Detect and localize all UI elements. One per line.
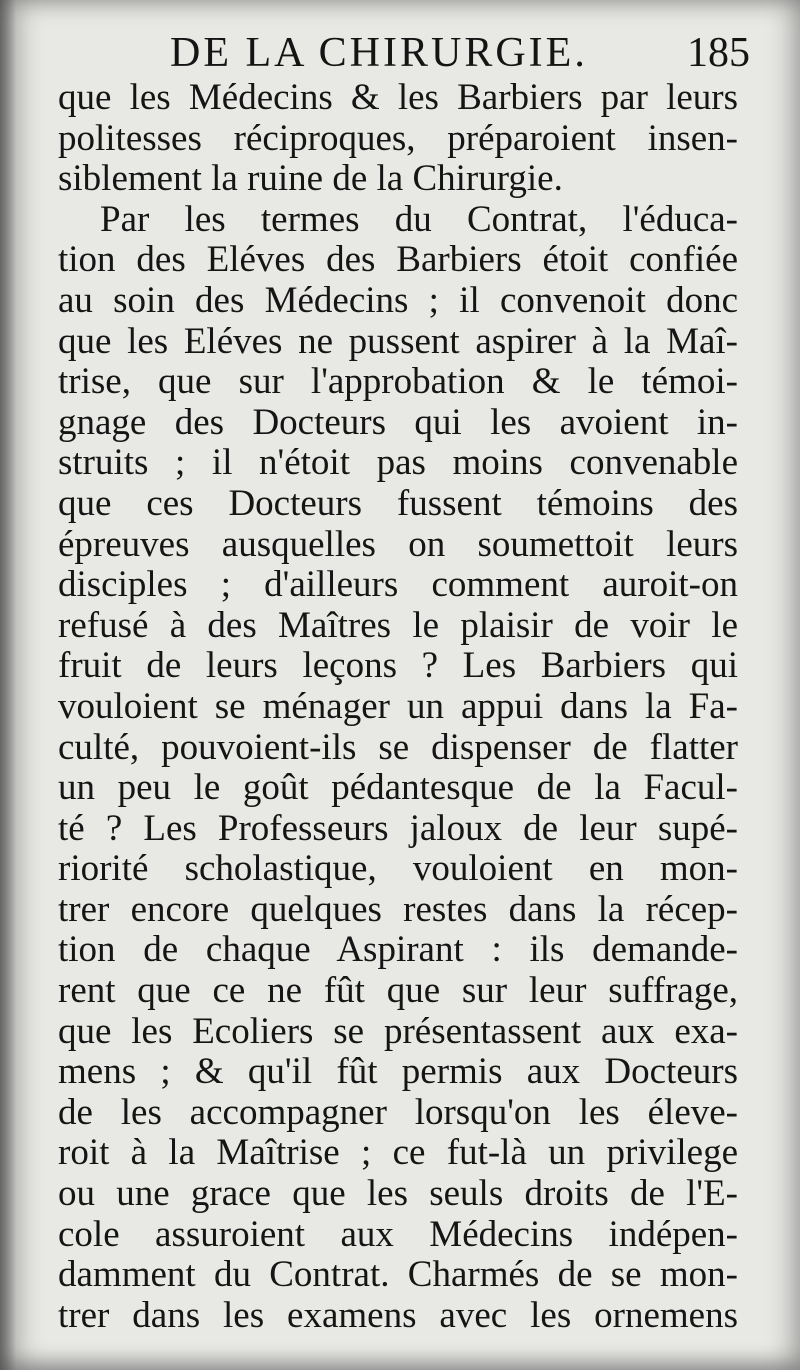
text-line: un peu le goût pédantesque de la Facul- xyxy=(58,767,738,809)
text-line: riorité scholastique, vouloient en mon- xyxy=(58,848,738,890)
text-line: refusé à des Maîtres le plaisir de voir le xyxy=(58,604,738,646)
text-line: que les Ecoliers se présentassent aux exa- xyxy=(58,1010,738,1052)
body-text xyxy=(58,78,738,1336)
text-line: politesses réciproques, préparoient insen- xyxy=(58,117,738,159)
text-line: siblement la ruine de la Chirurgie. xyxy=(58,158,563,200)
text-line: trer encore quelques restes dans la récep- xyxy=(58,888,738,930)
text-line: que les Eléves ne pussent aspirer à la Maî- xyxy=(58,320,738,362)
text-line: rent que ce ne fût que sur leur suffrage, xyxy=(58,970,738,1012)
page-number: 185 xyxy=(687,30,750,76)
running-title: DE LA CHIRURGIE. xyxy=(170,30,588,76)
text-line: fruit de leurs leçons ? Les Barbiers qui xyxy=(58,645,738,687)
text-line: que ces Docteurs fussent témoins des xyxy=(58,482,738,524)
text-line: que les Médecins & les Barbiers par leurs xyxy=(58,77,738,118)
text-line: trise, que sur l'approbation & le témoi- xyxy=(58,361,738,403)
text-line: culté, pouvoient-ils se dispenser de flatter xyxy=(58,726,738,768)
text-line: struits ; il n'étoit pas moins convenable xyxy=(58,442,738,484)
text-line: vouloient se ménager un appui dans la Fa- xyxy=(58,685,738,727)
text-line: trer dans les examens avec les ornemens xyxy=(58,1294,738,1336)
text-line: té ? Les Professeurs jaloux de leur supé- xyxy=(58,807,738,849)
text-line: épreuves ausquelles on soumettoit leurs xyxy=(58,523,738,565)
text-line: tion des Eléves des Barbiers étoit confiée xyxy=(58,239,738,281)
text-line: gnage des Docteurs qui les avoient in- xyxy=(58,401,738,443)
text-line: cole assuroient aux Médecins indépen- xyxy=(58,1213,738,1255)
text-line: tion de chaque Aspirant : ils demande- xyxy=(58,929,738,971)
text-line: Par les termes du Contrat, l'éduca- xyxy=(100,198,738,240)
text-line: roit à la Maîtrise ; ce fut-là un privilege xyxy=(58,1132,738,1174)
text-line: disciples ; d'ailleurs comment auroit-on xyxy=(58,564,738,606)
text-line: mens ; & qu'il fût permis aux Docteurs xyxy=(58,1051,738,1093)
text-line: de les accompagner lorsqu'on les éleve- xyxy=(58,1091,738,1133)
text-line: au soin des Médecins ; il convenoit donc xyxy=(58,279,738,321)
text-line: damment du Contrat. Charmés de se mon- xyxy=(58,1254,738,1296)
text-line: ou une grace que les seuls droits de l'E- xyxy=(58,1173,738,1215)
page-header xyxy=(60,26,750,80)
